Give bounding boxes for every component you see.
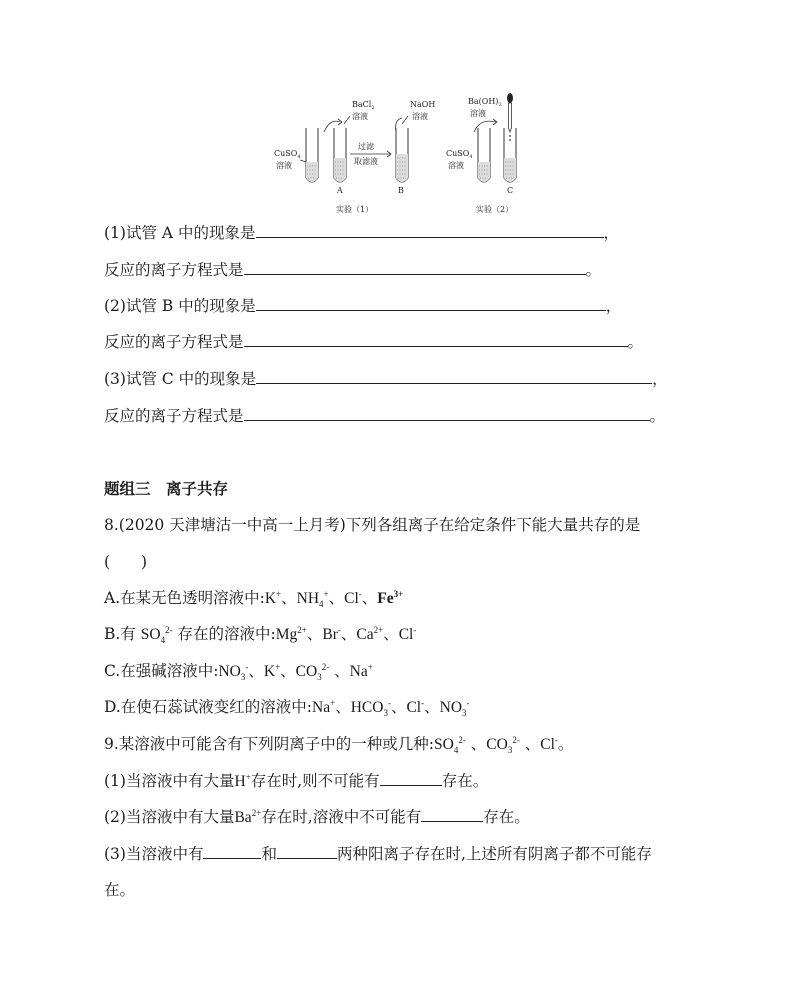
experiment-1-caption: 实验（1） [336, 205, 374, 214]
baoh2-label: $Ba(OH)_2$ [468, 97, 502, 108]
tube-b-label: B [398, 186, 404, 195]
question-2-phenomenon-b: (2)试管 B 中的现象是 ， [104, 297, 622, 315]
naoh-solution-label: 溶液 [412, 112, 428, 121]
option-b[interactable]: B.有 $SO_4^{2-}$ 存在的溶液中$:Mg^{2+}$、Br-、$Ca^{2+}$、Cl- [104, 624, 417, 646]
filter-label: 过滤 [358, 142, 374, 151]
answer-blank[interactable] [380, 770, 442, 786]
experiment-1 [274, 100, 435, 214]
test-tube-cuso4-1 [306, 128, 318, 182]
question-9-part-3-cont: 在。 [104, 881, 136, 899]
answer-blank[interactable] [256, 295, 606, 311]
tube-a-label: A [337, 186, 343, 195]
test-tube-cuso4-2 [478, 128, 490, 182]
cuso4-solution-label-2: 溶液 [448, 161, 464, 170]
answer-blank[interactable] [244, 259, 586, 275]
question-2-equation-b: 反应的离子方程式是 。 [104, 333, 644, 351]
question-1-phenomenon-a: (1)试管 A 中的现象是 ， [104, 224, 620, 242]
bacl2-label: BaCl$_2$ [352, 100, 375, 111]
experiment-2 [446, 93, 516, 214]
answer-blank[interactable] [244, 405, 650, 421]
answer-blank[interactable] [256, 222, 604, 238]
experiment-figure [270, 92, 540, 218]
question-8-answer-paren[interactable]: ( ) [104, 553, 148, 571]
question-3-equation-c: 反应的离子方程式是 。 [104, 407, 666, 425]
answer-blank[interactable] [256, 368, 652, 384]
option-a[interactable]: A.在某无色透明溶液中:K+、$NH_4^+$、Cl-、$Fe^{3+}$ [104, 588, 404, 610]
section-title: 题组三 离子共存 [104, 479, 229, 498]
option-c[interactable]: C.在强碱溶液中$:NO_3^-$、K+、$CO_3^{2-}$ 、Na+ [104, 661, 373, 683]
cuso4-solution-label-1: 溶液 [276, 161, 292, 170]
answer-blank[interactable] [244, 331, 628, 347]
question-9-part-3: (3)当溶液中有 和 两种阳离子存在时,上述所有阴离子都不可能存 [104, 845, 652, 863]
experiment-2-caption: 实验（2） [476, 205, 514, 214]
dropper [507, 93, 513, 141]
question-9-stem: 9.某溶液中可能含有下列阴离子中的一种或几种$:SO_4^{2-}$ 、$CO_3^{2-}$ 、Cl-。 [104, 734, 574, 756]
test-tube-a [334, 128, 346, 182]
answer-blank[interactable] [277, 843, 337, 859]
bacl2-solution-label: 溶液 [352, 112, 368, 121]
naoh-label: NaOH [410, 100, 436, 109]
tube-c-label: C [507, 186, 514, 195]
baoh2-solution-label: 溶液 [470, 109, 486, 118]
take-filtrate-label: 取滤液 [354, 157, 378, 166]
question-8-stem: 8.(2020 天津塘沽一中高一上月考)下列各组离子在给定条件下能大量共存的是 [104, 516, 641, 534]
question-1-equation-a: 反应的离子方程式是 。 [104, 261, 602, 279]
question-9-part-1: (1)当溶液中有大量H+存在时,则不可能有 存在。 [104, 771, 489, 790]
question-3-phenomenon-c: (3)试管 C 中的现象是 ， [104, 370, 668, 388]
test-tube-b [396, 128, 408, 182]
cuso4-label-1: CuSO$_4$ [274, 149, 301, 160]
cuso4-label-2: CuSO$_4$ [446, 149, 473, 160]
answer-blank[interactable] [421, 806, 483, 822]
question-9-part-2: (2)当溶液中有大量$Ba^{2+}$存在时,溶液中不可能有 存在。 [104, 807, 530, 826]
answer-blank[interactable] [203, 843, 261, 859]
option-d[interactable]: D.在使石蕊试液变红的溶液中:Na+、$HCO_3^-$、Cl-、$NO_3^-$ [104, 697, 470, 719]
